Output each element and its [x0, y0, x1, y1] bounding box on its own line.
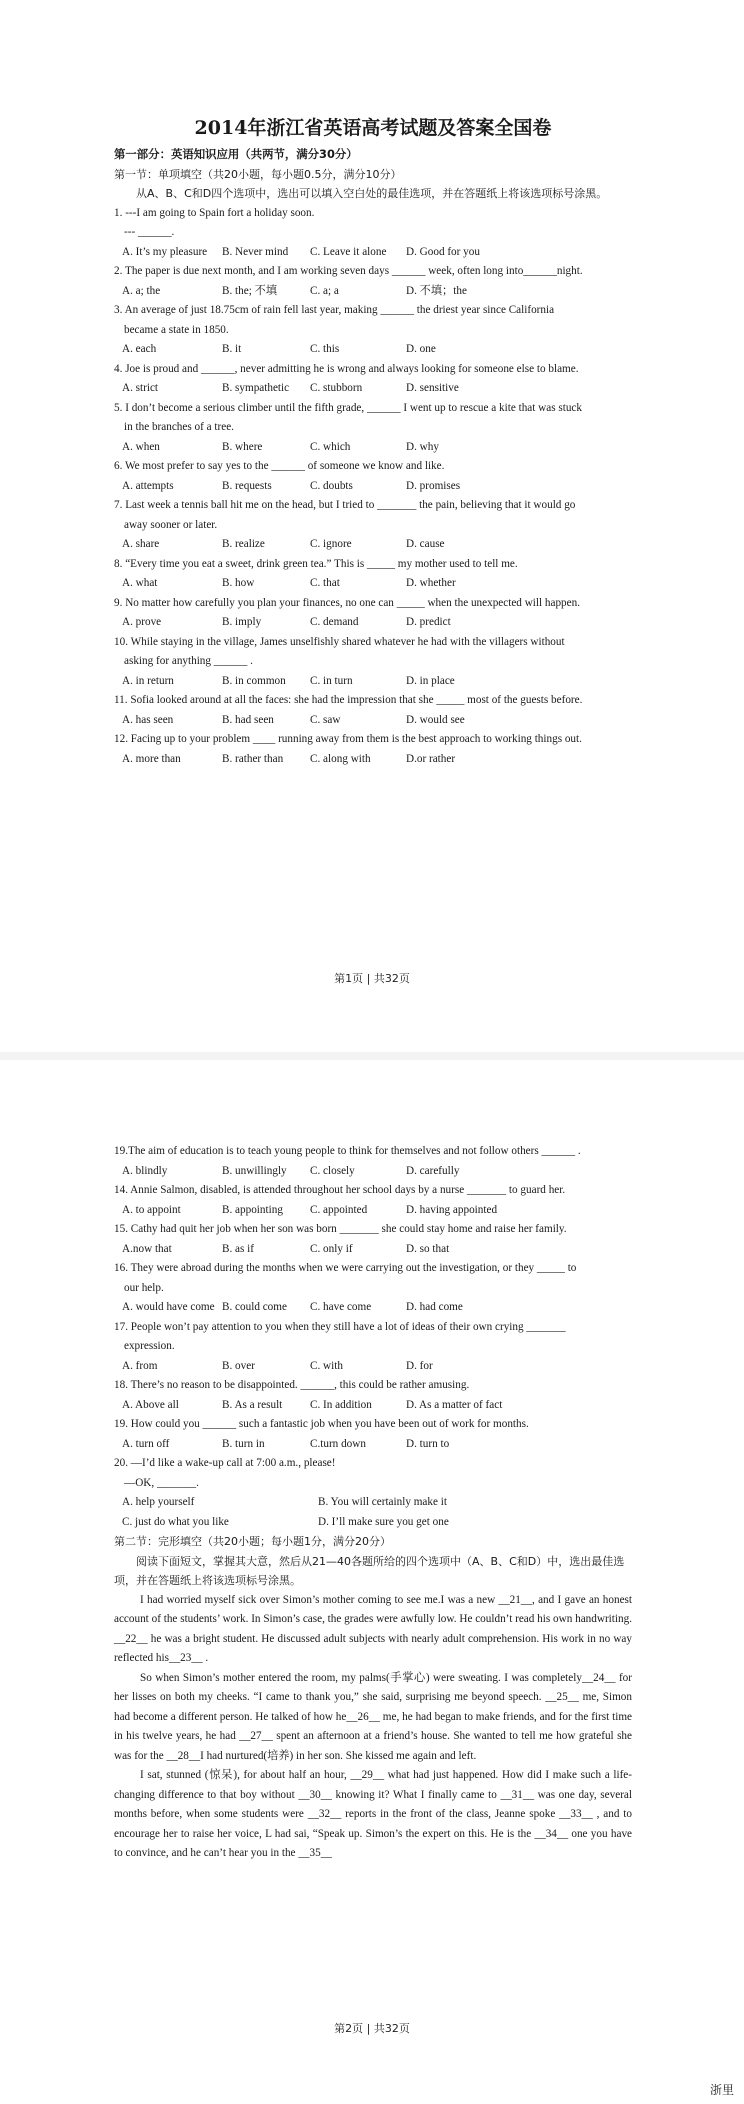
page-2-questions [114, 1142, 632, 1532]
answer-option: A. each [122, 343, 157, 355]
answer-options [114, 340, 632, 360]
part-1-heading: 第一部分：英语知识应用（共两节，满分30分） [114, 147, 358, 161]
passage-paragraph: I sat, stunned (惊呆), for about half an hour, __29__ what had just happened. How did I make such a life-changing difference to that boy without __30__ knowing it? What I finally came to __31__ was one day, several months before, when some students were __32__ reports in the front of the class, Jeanne spoke __33__ , and to encourage her to raise her voice, L had sai, “Speak up. Simon’s the expert on this. He is the __34__ one you have to convince, and he can’t hear you in the __35__ [114, 1769, 632, 1859]
answer-option: C. a; a [310, 284, 339, 297]
answer-option: B. requests [222, 479, 272, 492]
question-continuation: expression. [124, 1340, 175, 1352]
answer-option: D. 不填；the [406, 284, 467, 297]
answer-option: B. appointing [222, 1203, 283, 1216]
answer-option: D. so that [406, 1242, 450, 1255]
answer-option: C. saw [310, 713, 341, 726]
answer-options [114, 1435, 632, 1455]
answer-option: D. would see [406, 713, 465, 726]
passage-paragraph: I had worried myself sick over Simon’s mother coming to see me.I was a new __21__, and I gave an honest account of the students’ work. In Simon’s case, the grades were awfully low. He couldn’t read his own handwriting. __22__ he was a bright student. He discussed adult subjects with nearly adult comprehension. His work in no way reflected his__23__ . [114, 1593, 632, 1664]
answer-option: C. only if [310, 1242, 353, 1255]
answer-option: D.or rather [406, 752, 456, 765]
answer-option: A. to appoint [122, 1203, 181, 1216]
page-2 [0, 1060, 744, 2104]
answer-option: D. sensitive [406, 382, 459, 394]
answer-options [114, 282, 632, 302]
answer-option: C. this [310, 343, 340, 355]
question-stem: 17. People won’t pay attention to you when they still have a lot of ideas of their own crying _______ [114, 1320, 566, 1333]
answer-option: D. for [406, 1359, 433, 1372]
answer-options [114, 1240, 632, 1260]
corner-watermark-text: 浙里 [709, 2083, 734, 2097]
question-continuation: became a state in 1850. [124, 323, 229, 336]
answer-option: D. cause [406, 538, 445, 550]
question-stem: 18. There’s no reason to be disappointed. ______, this could be rather amusing. [114, 1379, 470, 1391]
answer-options [114, 535, 632, 555]
section-1-heading: 第一节：单项填空（共20小题，每小题0.5分，满分10分） [114, 167, 402, 181]
answer-option: A. prove [122, 616, 162, 628]
answer-option: C. demand [310, 616, 359, 628]
answer-option: D. As a matter of fact [406, 1398, 503, 1411]
question-continuation: --- ______. [124, 226, 175, 238]
answer-option: B. the; 不填 [222, 284, 278, 297]
answer-option: C. Leave it alone [310, 245, 387, 258]
answer-option: A. turn off [122, 1437, 170, 1450]
answer-option: C. which [310, 440, 351, 453]
answer-option: A. It’s my pleasure [122, 245, 208, 258]
answer-options [114, 1162, 632, 1182]
answer-option: D. why [406, 440, 439, 453]
answer-options [114, 1396, 632, 1416]
answer-option: A. help yourself [122, 1496, 195, 1508]
question-stem: 15. Cathy had quit her job when her son was born _______ she could stay home and raise her family. [114, 1223, 567, 1235]
answer-option: A. has seen [122, 713, 174, 726]
answer-option: B. turn in [222, 1437, 265, 1450]
answer-option: C. stubborn [310, 382, 363, 394]
answer-option: B. imply [222, 616, 262, 628]
answer-option: B. You will certainly make it [318, 1496, 447, 1508]
answer-option: D. Good for you [406, 245, 480, 258]
answer-option: A. in return [122, 674, 174, 687]
answer-option: D. promises [406, 479, 461, 492]
answer-options [114, 379, 632, 399]
question-stem: 11. Sofia looked around at all the faces: she had the impression that she _____ most of the guests before. [114, 694, 583, 706]
question-continuation: away sooner or later. [124, 518, 218, 531]
answer-options [114, 750, 632, 770]
question-continuation: in the branches of a tree. [124, 421, 234, 433]
answer-option: B. Never mind [222, 245, 289, 258]
question-stem: 7. Last week a tennis ball hit me on the head, but I tried to _______ the pain, believing that it would go [114, 499, 576, 511]
answer-option: A. when [122, 440, 160, 453]
question-stem: 4. Joe is proud and ______, never admitting he is wrong and always looking for someone else to blame. [114, 362, 579, 375]
answer-option: D. I’ll make sure you get one [318, 1515, 449, 1528]
answer-option: B. as if [222, 1242, 255, 1255]
answer-option: B. As a result [222, 1398, 283, 1411]
answer-option: C. doubts [310, 479, 353, 492]
answer-option: A. what [122, 577, 158, 589]
answer-option: A. from [122, 1359, 158, 1372]
question-stem: 5. I don’t become a serious climber until the fifth grade, ______ I went up to rescue a kite that was stuck [114, 401, 582, 414]
answer-option: A. would have come [122, 1301, 215, 1313]
answer-option: B. it [222, 343, 242, 355]
answer-option: D. had come [406, 1301, 463, 1313]
document-title: 2014年浙江省英语高考试题及答案全国卷 [194, 117, 552, 139]
question-continuation: our help. [124, 1281, 164, 1294]
section-1-instructions: 从A、B、C和D四个选项中，选出可以填入空白处的最佳选项，并在答题纸上将该选项标号涂黑。 [136, 187, 608, 200]
answer-option: B. realize [222, 538, 265, 550]
answer-option: D. one [406, 343, 436, 355]
answer-options [114, 1513, 632, 1533]
question-stem: 8. “Every time you eat a sweet, drink green tea.” This is _____ my mother used to tell me. [114, 557, 518, 570]
question-stem: 19.The aim of education is to teach young people to think for themselves and not follow others ______ . [114, 1145, 581, 1157]
answer-options [114, 477, 632, 497]
answer-option: A. more than [122, 752, 181, 765]
answer-options [114, 1201, 632, 1221]
answer-option: C. in turn [310, 674, 353, 687]
answer-option: B. how [222, 577, 255, 589]
answer-option: C. have come [310, 1301, 372, 1313]
answer-option: C. appointed [310, 1203, 368, 1216]
answer-option: C. that [310, 577, 340, 589]
question-stem: 16. They were abroad during the months when we were carrying out the investigation, or they _____ to [114, 1262, 577, 1274]
page-1-questions [114, 204, 632, 770]
answer-option: C. along with [310, 752, 371, 765]
question-stem: 3. An average of just 18.75cm of rain fell last year, making ______ the driest year since California [114, 304, 555, 316]
answer-option: D. in place [406, 674, 455, 687]
answer-option: C. ignore [310, 538, 352, 550]
answer-option: A. a; the [122, 284, 161, 297]
answer-options [114, 1493, 632, 1513]
answer-option: D. whether [406, 577, 456, 589]
answer-option: B. rather than [222, 752, 284, 765]
page-1-footer: 第1页 | 共32页 [334, 972, 410, 985]
section-2-heading: 第二节：完形填空（共20小题；每小题1分，满分20分） [114, 1535, 391, 1548]
answer-options [114, 613, 632, 633]
answer-option: A. attempts [122, 479, 174, 492]
answer-option: C.turn down [310, 1437, 366, 1450]
answer-options [114, 243, 632, 263]
answer-option: A.now that [122, 1242, 172, 1255]
question-stem: 6. We most prefer to say yes to the ______ of someone we know and like. [114, 460, 445, 472]
answer-option: C. with [310, 1359, 343, 1372]
answer-option: D. predict [406, 616, 451, 628]
question-stem: 20. —I’d like a wake-up call at 7:00 a.m., please! [114, 1457, 336, 1469]
answer-option: C. just do what you like [122, 1515, 229, 1528]
answer-option: D. carefully [406, 1164, 460, 1177]
question-continuation: asking for anything ______ . [124, 655, 253, 667]
answer-option: B. over [222, 1359, 255, 1372]
answer-option: D. turn to [406, 1437, 450, 1450]
answer-option: C. closely [310, 1164, 355, 1177]
answer-options [114, 1298, 632, 1318]
page-1-content [114, 113, 632, 769]
answer-option: C. In addition [310, 1398, 372, 1411]
page-2-content [114, 1142, 632, 1864]
answer-option: B. could come [222, 1301, 287, 1313]
answer-options [114, 438, 632, 458]
answer-option: A. Above all [122, 1398, 179, 1411]
answer-option: B. sympathetic [222, 382, 290, 394]
passage-paragraph: So when Simon’s mother entered the room, my palms(手掌心) were sweating. I was completely__24__ for her lisses on both my cheeks. “I came to thank you,” she said, surprising me beyond speech. __25__ me, Simon had become a different person. He talked of how he__26__ me, he had began to make friends, and for the first time in his twelve years, he had __27__ spent an afternoon at a friend’s house. She wanted to tell me how grateful she was for the __28__I had nurtured(培养) in her son. She kissed me again and left. [114, 1671, 632, 1762]
question-stem: 2. The paper is due next month, and I am working seven days ______ week, often long into______night. [114, 265, 583, 277]
answer-options [114, 672, 632, 692]
answer-option: B. had seen [222, 713, 274, 726]
section-2-instructions: 阅读下面短文，掌握其大意，然后从21—40各题所给的四个选项中（A、B、C和D）中，选出最佳选项，并在答题纸上将该选项标号涂黑。 [114, 1554, 625, 1587]
answer-option: B. unwillingly [222, 1164, 287, 1177]
page-2-footer: 第2页 | 共32页 [334, 2022, 410, 2035]
question-stem: 19. How could you ______ such a fantastic job when you have been out of work for months. [114, 1418, 529, 1430]
question-stem: 12. Facing up to your problem ____ running away from them is the best approach to working things out. [114, 733, 582, 745]
answer-options [114, 711, 632, 731]
answer-options [114, 1357, 632, 1377]
answer-option: B. in common [222, 674, 286, 687]
answer-option: A. blindly [122, 1164, 168, 1177]
answer-option: D. having appointed [406, 1203, 498, 1216]
question-stem: 1. ---I am going to Spain fort a holiday soon. [114, 206, 315, 219]
question-stem: 10. While staying in the village, James unselfishly shared whatever he had with the villagers without [114, 635, 565, 648]
answer-option: A. share [122, 538, 160, 550]
answer-option: B. where [222, 440, 263, 453]
answer-options [114, 574, 632, 594]
question-stem: 14. Annie Salmon, disabled, is attended throughout her school days by a nurse _______ to guard her. [114, 1184, 566, 1196]
question-continuation: —OK, _______. [124, 1476, 199, 1489]
answer-option: A. strict [122, 382, 159, 394]
question-stem: 9. No matter how carefully you plan your finances, no one can _____ when the unexpected will happen. [114, 596, 581, 609]
